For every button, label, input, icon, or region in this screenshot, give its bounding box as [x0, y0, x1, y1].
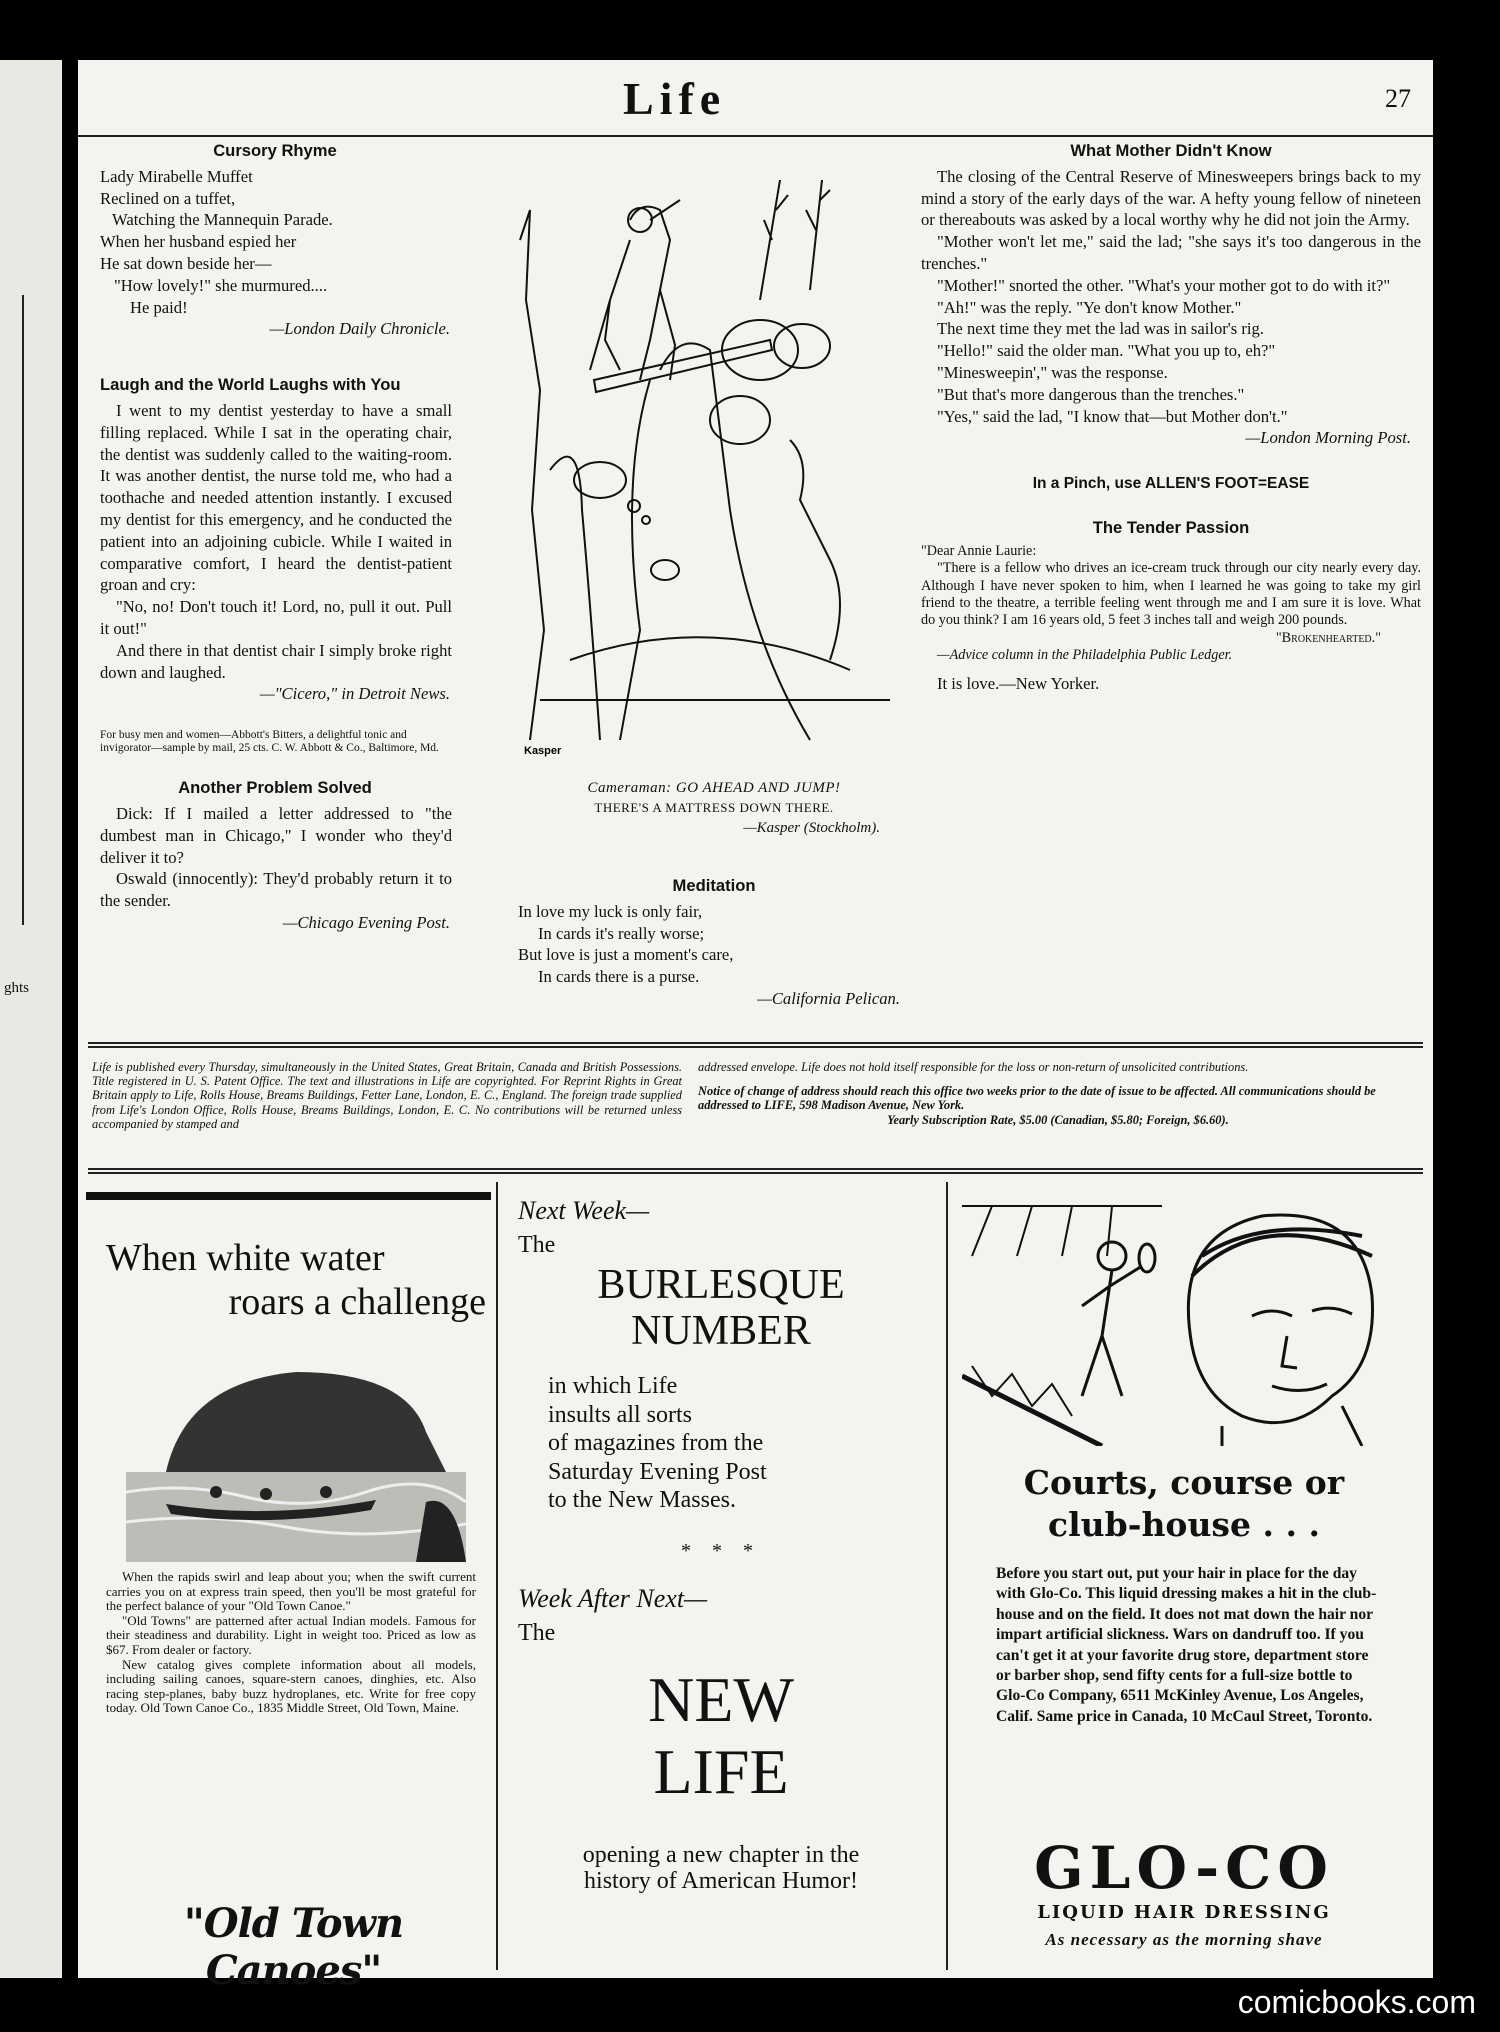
- caption-line: THERE'S A MATTRESS DOWN THERE.: [594, 800, 834, 815]
- laugh-title: Laugh and the World Laughs with You: [100, 375, 401, 395]
- desc-line: Saturday Evening Post: [548, 1458, 767, 1485]
- mother-para: "Ah!" was the reply. "Ye don't know Mother.": [937, 297, 1242, 317]
- verse-line: He sat down beside her—: [100, 253, 272, 273]
- cartoon-illustration: [510, 180, 912, 760]
- next-week-announcement: [506, 1192, 936, 1972]
- next-week-label: Next Week—: [518, 1196, 650, 1225]
- mother-para: "Hello!" said the older man. "What you up to, eh?": [937, 341, 1276, 361]
- tender-title: The Tender Passion: [1092, 517, 1250, 537]
- gloco-subtitle: LIQUID HAIR DRESSING: [1037, 1902, 1331, 1923]
- divider-stars: * * *: [681, 1540, 761, 1562]
- problem-p1: Dick: If I mailed a letter addressed to "the dumbest man in Chicago," I wonder who they'd deliver it to?: [100, 803, 452, 867]
- ad-divider: [496, 1182, 498, 1970]
- canoe-illustration: [126, 1342, 466, 1562]
- poem-line: In cards there is a purse.: [538, 967, 700, 987]
- problem-title: Another Problem Solved: [178, 778, 372, 798]
- meditation-source: —California Pelican.: [757, 988, 900, 1008]
- adjacent-illustration-edge: [0, 295, 24, 925]
- meditation-title: Meditation: [672, 876, 756, 895]
- column-right: [921, 140, 1421, 694]
- gloco-headline: [948, 1462, 1420, 1546]
- meditation-poem: [518, 875, 910, 1010]
- tender-letter: [921, 543, 1421, 665]
- cursory-verse: [90, 166, 460, 319]
- gloco-tagline: As necessary as the morning shave: [1045, 1930, 1323, 1949]
- ad-top-bar: [86, 1192, 491, 1200]
- tagline-line: opening a new chapter in the: [582, 1842, 860, 1868]
- caption-line: Cameraman: GO AHEAD AND JUMP!: [587, 780, 841, 796]
- gloco-advertisement: [948, 1192, 1420, 1972]
- desc-line: to the New Masses.: [548, 1487, 736, 1513]
- laugh-body: I went to my dentist yesterday to have a small filling replaced. While I sat in the operating chair, the dentist was suddenly called to the waiting-room. It was another dentist, the nurse told me, who had a toothache and needed attention instantly. I excused my dentist for this emergency, and he conducted the patient into an adjoining cubicle. While I waited in comparative comfort, I heard the dentist-patient groan and cry:: [100, 400, 452, 595]
- cursory-source: —London Daily Chronicle.: [269, 319, 450, 339]
- verse-line: He paid!: [130, 297, 188, 317]
- mother-para: "Minesweepin'," was the response.: [937, 362, 1168, 382]
- gloco-illustration: [962, 1196, 1402, 1446]
- canoe-brand: "Old Town Canoes": [183, 1900, 404, 1994]
- canoe-para: New catalog gives complete information about all models, including sailing canoes, square-stern canoes, dinghies, etc. Also racing step-planes, baby buzz hydroplanes, etc. Write for free copy today. Old Town Canoe Co., 1835 Middle Street, Old Town, Maine.: [106, 1656, 476, 1716]
- canoe-body: [106, 1570, 476, 1716]
- desc-line: in which Life: [548, 1373, 678, 1399]
- burlesque-heading: BURLESQUE: [597, 1262, 845, 1308]
- pubinfo-right: [698, 1060, 1418, 1127]
- pubinfo-text: addressed envelope. Life does not hold itself responsible for the loss or non-return of unsolicited contributions.: [698, 1060, 1249, 1074]
- new-heading: NEW: [648, 1664, 794, 1735]
- verse-line: Watching the Mannequin Parade.: [112, 210, 333, 230]
- life-heading: LIFE: [653, 1736, 789, 1807]
- problem-source: —Chicago Evening Post.: [282, 912, 450, 932]
- tender-body: "There is a fellow who drives an ice-cream truck through our city nearly every day. Although I have never spoken to him, when I learned he was going to take my girl friend to the theatre, a terrible feeling went through me and I am sure it is love. What do you think? I am 16 years old, 5 feet 3 inches tall and weigh 200 pounds.: [921, 560, 1421, 629]
- burlesque-description: [548, 1372, 767, 1515]
- column-left: [90, 140, 460, 934]
- tender-source: —Advice column in the Philadelphia Public Ledger.: [937, 647, 1233, 664]
- desc-line: of magazines from the: [548, 1430, 764, 1456]
- page-header: [78, 70, 1433, 130]
- header-rule: [78, 135, 1433, 137]
- verse-line: Lady Mirabelle Muffet: [100, 166, 253, 186]
- site-watermark: comicbooks.com: [1237, 1984, 1476, 2020]
- tender-salutation: "Dear Annie Laurie:: [921, 542, 1037, 559]
- week-after-label: Week After Next—: [518, 1584, 708, 1613]
- page-number: 27: [1385, 84, 1411, 113]
- headline-line: When white water: [106, 1237, 385, 1279]
- pubinfo-left: Life is published every Thursday, simultaneously in the United States, Great Britain, Canada and British Possessions. Title registered in U. S. Patent Office. The text and illustrations in Life are copyrighted. For Reprint Rights in Great Britain apply to Life, Rolls House, Breams Buildings, Fetter Lane, London, E. C., England. The foreign trade supplied from Life's London Office, Rolls House, Breams Buildings, London, E. C. No contributions will be returned unless accompanied by stamped and: [92, 1060, 682, 1131]
- mother-para: "Mother!" snorted the other. "What's your mother got to do with it?": [937, 275, 1391, 295]
- pubinfo-text: Yearly Subscription Rate, $5.00 (Canadian, $5.80; Foreign, $6.60).: [887, 1112, 1229, 1127]
- laugh-end: And there in that dentist chair I simply broke right down and laughed.: [100, 640, 452, 682]
- pubinfo-top-rule: [88, 1042, 1423, 1044]
- verse-line: "How lovely!" she murmured....: [114, 275, 328, 295]
- number-heading: NUMBER: [631, 1308, 811, 1354]
- new-life-tagline: [506, 1842, 936, 1894]
- canoe-para: When the rapids swirl and leap about you; when the swift current carries you on at express train speed, then you'll be most grateful for the perfect balance of your "Old Town Canoe.": [106, 1569, 476, 1614]
- magazine-page: [78, 60, 1433, 1994]
- pubinfo-top-rule-2: [88, 1046, 1423, 1048]
- caption-line: —Kasper (Stockholm).: [743, 820, 880, 836]
- masthead-logo: Life: [623, 73, 727, 124]
- gloco-brand: GLO-CO: [1034, 1834, 1334, 1902]
- cartoon-caption: [518, 778, 910, 838]
- gloco-body: Before you start out, put your hair in place for the day with Glo-Co. This liquid dressing makes a hit in the club-house and on the field. It does not mat down the hair nor impart artificial slickness. Wars on dandruff too. If you can't get it at your favorite drug store, department store or barber shop, send fifty cents for a full-size bottle to Glo-Co Company, 6511 McKinley Avenue, Los Angeles, Calif. Same price in Canada, 10 McCaul Street, Toronto.: [996, 1565, 1377, 1725]
- poem-line: In cards it's really worse;: [538, 923, 705, 943]
- canoe-advertisement: [86, 1192, 491, 1994]
- verse-line: When her husband espied her: [100, 232, 297, 252]
- mother-para: "But that's more dangerous than the trenches.": [937, 384, 1245, 404]
- canoe-headline: [106, 1236, 486, 1324]
- headline-line: club-house . . .: [1048, 1505, 1320, 1544]
- verse-line: Reclined on a tuffet,: [100, 188, 236, 208]
- tender-signed: "Brokenhearted.": [1275, 629, 1381, 646]
- mother-title: What Mother Didn't Know: [1070, 141, 1272, 160]
- poem-line: But love is just a moment's care,: [518, 945, 734, 965]
- mother-para: "Mother won't let me," said the lad; "she says it's too dangerous in the trenches.": [921, 232, 1421, 273]
- mother-para: The closing of the Central Reserve of Minesweepers brings back to my mind a story of the early days of the war. A hefty young fellow of nineteen or thereabouts was asked by a local worthy why he did not join the Army.: [921, 166, 1421, 230]
- tagline-line: history of American Humor!: [584, 1868, 858, 1894]
- problem-p2: Oswald (innocently): They'd probably return it to the sender.: [100, 869, 452, 911]
- footease-notice: In a Pinch, use ALLEN'S FOOT=EASE: [1032, 475, 1310, 493]
- cartoon-drawing: [510, 180, 912, 760]
- the-label: The: [518, 1232, 556, 1258]
- adjacent-page-edge: [0, 60, 62, 1978]
- pubinfo-bottom-rule-2: [88, 1172, 1423, 1174]
- laugh-quote: "No, no! Don't touch it! Lord, no, pull it out. Pull it out!": [100, 597, 452, 638]
- mother-source: —London Morning Post.: [1245, 428, 1411, 448]
- desc-line: insults all sorts: [548, 1401, 693, 1428]
- canoe-para: "Old Towns" are patterned after actual Indian models. Famous for their steadiness and durability. Light in weight too. Priced as low as $67. From dealer or factory.: [106, 1612, 476, 1657]
- mother-para: The next time they met the lad was in sailor's rig.: [937, 319, 1264, 339]
- the-label-2: The: [518, 1620, 556, 1646]
- cartoon-signature: Kasper: [524, 745, 562, 757]
- laugh-source: —"Cicero," in Detroit News.: [259, 684, 450, 704]
- abbott-notice: For busy men and women—Abbott's Bitters, a delightful tonic and invigorator—sample by mail, 25 cts. C. W. Abbott & Co., Baltimore, Md.: [100, 729, 439, 755]
- pubinfo-bottom-rule: [88, 1168, 1423, 1170]
- tender-reply: It is love.—New Yorker.: [937, 673, 1100, 693]
- cursory-title: Cursory Rhyme: [213, 141, 337, 160]
- headline-line: Courts, course or: [1023, 1463, 1345, 1502]
- adjacent-page-text: ghts: [4, 980, 30, 996]
- mother-para: "Yes," said the lad, "I know that—but Mother don't.": [937, 406, 1288, 426]
- pubinfo-text: Notice of change of address should reach this office two weeks prior to the date of issue to be affected. All communications should be addressed to LIFE, 598 Madison Avenue, New York.: [698, 1084, 1376, 1113]
- headline-line: roars a challenge: [228, 1281, 486, 1323]
- poem-line: In love my luck is only fair,: [518, 901, 703, 921]
